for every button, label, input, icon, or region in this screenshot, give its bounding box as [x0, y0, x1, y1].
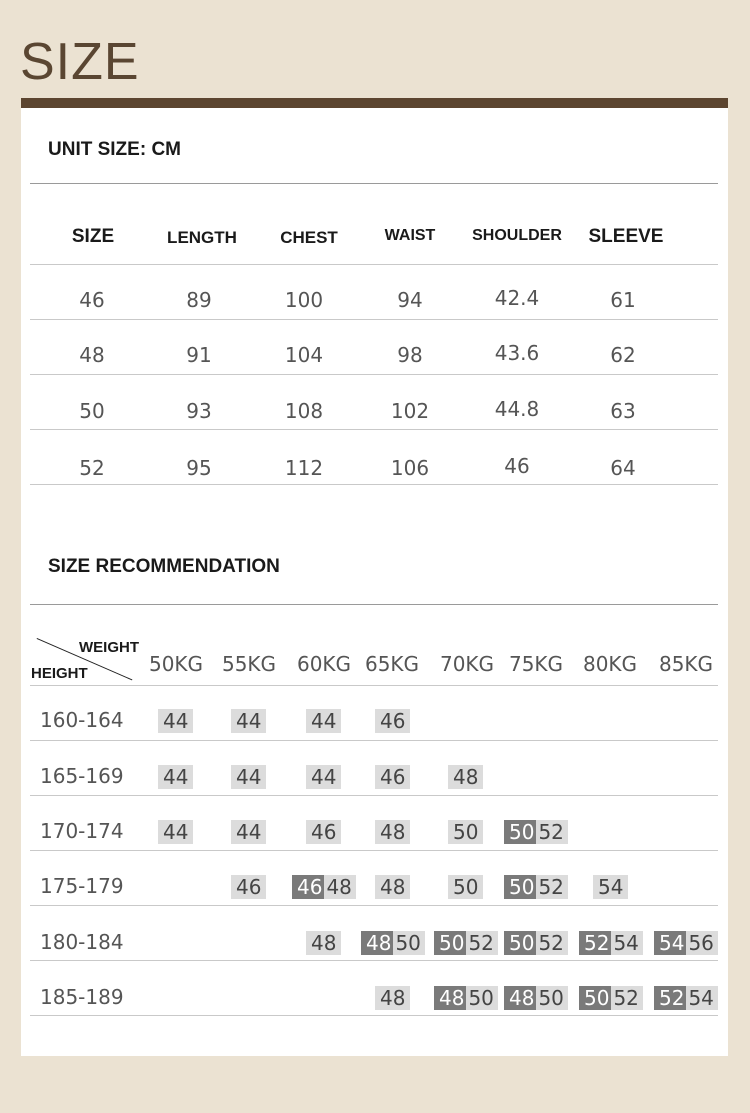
size-value: 46	[375, 709, 410, 733]
row-divider	[30, 795, 718, 796]
alternate-size: 52	[536, 931, 567, 955]
height-range-label: 165-169	[40, 764, 124, 788]
size-table-cell: 50	[79, 399, 105, 423]
size-table-cell: 98	[397, 343, 423, 367]
size-table-cell: 46	[504, 454, 530, 478]
size-table-cell: 95	[186, 456, 212, 480]
size-recommendation-cell	[306, 820, 341, 844]
primary-size: 52	[579, 931, 611, 955]
size-value: 48	[306, 931, 341, 955]
alternate-size: 54	[686, 986, 717, 1010]
size-value: 46	[306, 820, 341, 844]
page-title: SIZE	[20, 33, 140, 91]
height-range-label: 170-174	[40, 819, 124, 843]
alternate-size: 52	[466, 931, 497, 955]
size-value: 46	[231, 875, 266, 899]
size-value: 44	[306, 709, 341, 733]
size-recommendation-cell	[593, 875, 628, 899]
alternate-size: 52	[536, 875, 567, 899]
section-divider	[30, 183, 718, 184]
size-table-cell: 48	[79, 343, 105, 367]
size-table-cell: 44.8	[494, 397, 540, 421]
size-table-cell: 89	[186, 288, 212, 312]
weight-column-header: 85KG	[658, 652, 714, 676]
size-table-cell: 91	[186, 343, 212, 367]
weight-column-header: 75KG	[508, 652, 564, 676]
size-recommendation-cell	[158, 709, 193, 733]
primary-size: 48	[434, 986, 466, 1010]
size-value: 44	[231, 709, 266, 733]
size-value: 44	[306, 765, 341, 789]
size-value: 44	[158, 709, 193, 733]
size-recommendation-cell	[448, 765, 483, 789]
row-divider	[30, 685, 718, 686]
size-recommendation-cell	[292, 875, 356, 899]
size-recommendation-cell	[504, 820, 568, 844]
alternate-size: 56	[686, 931, 717, 955]
row-divider	[30, 905, 718, 906]
size-table-cell: 112	[284, 456, 324, 480]
size-recommendation-cell	[306, 931, 341, 955]
size-table-cell: 93	[186, 399, 212, 423]
size-value: 46	[375, 765, 410, 789]
size-value: 50	[448, 875, 483, 899]
size-table-cell: 63	[610, 399, 636, 423]
height-range-label: 175-179	[40, 874, 124, 898]
primary-size: 50	[504, 820, 536, 844]
size-value: 44	[231, 820, 266, 844]
size-recommendation-cell	[375, 986, 410, 1010]
primary-size: 52	[654, 986, 686, 1010]
primary-size: 48	[361, 931, 393, 955]
size-table-cell: 106	[390, 456, 430, 480]
size-table-cell: 64	[610, 456, 636, 480]
size-table-cell: 100	[284, 288, 324, 312]
size-table-cell: 43.6	[494, 341, 540, 365]
size-value: 48	[448, 765, 483, 789]
row-divider	[30, 850, 718, 851]
section-divider	[30, 604, 718, 605]
size-recommendation-cell	[375, 765, 410, 789]
size-table-header: WAIST	[384, 227, 436, 244]
size-table-cell: 104	[284, 343, 324, 367]
size-recommendation-cell	[504, 875, 568, 899]
primary-size: 50	[504, 875, 536, 899]
size-table-header: SLEEVE	[588, 226, 664, 247]
alternate-size: 52	[611, 986, 642, 1010]
size-chart-card	[21, 108, 728, 1056]
size-recommendation-cell	[231, 875, 266, 899]
size-recommendation-cell	[654, 986, 718, 1010]
unit-size-label: UNIT SIZE: CM	[48, 139, 181, 160]
size-recommendation-cell	[654, 931, 718, 955]
alternate-size: 52	[536, 820, 567, 844]
recommendation-title: SIZE RECOMMENDATION	[48, 556, 280, 577]
row-divider	[30, 484, 718, 485]
size-recommendation-cell	[504, 986, 568, 1010]
size-table-cell: 52	[79, 456, 105, 480]
size-recommendation-cell	[231, 765, 266, 789]
row-divider	[30, 1015, 718, 1016]
height-range-label: 185-189	[40, 985, 124, 1009]
size-table-cell: 62	[610, 343, 636, 367]
size-recommendation-cell	[361, 931, 425, 955]
size-value: 48	[375, 875, 410, 899]
size-table-cell: 61	[610, 288, 636, 312]
size-value: 50	[448, 820, 483, 844]
row-divider	[30, 319, 718, 320]
primary-size: 54	[654, 931, 686, 955]
size-value: 54	[593, 875, 628, 899]
weight-column-header: 70KG	[439, 652, 495, 676]
size-value: 44	[231, 765, 266, 789]
row-divider	[30, 960, 718, 961]
size-table-cell: 46	[79, 288, 105, 312]
weight-corner-label: WEIGHT	[79, 639, 139, 656]
height-range-label: 160-164	[40, 708, 124, 732]
height-range-label: 180-184	[40, 930, 124, 954]
row-divider	[30, 740, 718, 741]
primary-size: 46	[292, 875, 324, 899]
size-recommendation-cell	[231, 820, 266, 844]
weight-column-header: 65KG	[364, 652, 420, 676]
size-table-header: LENGTH	[167, 228, 237, 247]
size-recommendation-cell	[504, 931, 568, 955]
height-corner-label: HEIGHT	[31, 665, 88, 682]
size-recommendation-cell	[231, 709, 266, 733]
row-divider	[30, 264, 718, 265]
size-recommendation-cell	[306, 765, 341, 789]
alternate-size: 50	[393, 931, 424, 955]
weight-column-header: 60KG	[296, 652, 352, 676]
weight-column-header: 80KG	[582, 652, 638, 676]
size-table-cell: 102	[390, 399, 430, 423]
size-recommendation-cell	[434, 931, 498, 955]
size-recommendation-cell	[448, 875, 483, 899]
size-value: 44	[158, 765, 193, 789]
alternate-size: 50	[466, 986, 497, 1010]
row-divider	[30, 374, 718, 375]
size-table-cell: 94	[397, 288, 423, 312]
alternate-size: 50	[536, 986, 567, 1010]
size-value: 48	[375, 820, 410, 844]
alternate-size: 48	[324, 875, 355, 899]
alternate-size: 54	[611, 931, 642, 955]
size-table-cell: 42.4	[494, 286, 540, 310]
size-table-header: SIZE	[71, 226, 115, 247]
size-recommendation-cell	[579, 931, 643, 955]
row-divider	[30, 429, 718, 430]
size-value: 44	[158, 820, 193, 844]
size-table-header: CHEST	[280, 228, 338, 247]
size-recommendation-cell	[434, 986, 498, 1010]
size-recommendation-cell	[375, 820, 410, 844]
weight-column-header: 55KG	[221, 652, 277, 676]
primary-size: 50	[579, 986, 611, 1010]
weight-column-header: 50KG	[148, 652, 204, 676]
size-recommendation-cell	[448, 820, 483, 844]
primary-size: 50	[504, 931, 536, 955]
size-recommendation-cell	[158, 820, 193, 844]
size-recommendation-cell	[579, 986, 643, 1010]
size-table-cell: 108	[284, 399, 324, 423]
size-recommendation-cell	[158, 765, 193, 789]
size-recommendation-cell	[375, 709, 410, 733]
size-value: 48	[375, 986, 410, 1010]
size-recommendation-cell	[375, 875, 410, 899]
primary-size: 50	[434, 931, 466, 955]
size-table-header: SHOULDER	[472, 227, 562, 244]
size-recommendation-cell	[306, 709, 341, 733]
title-underline-bar	[21, 98, 728, 108]
primary-size: 48	[504, 986, 536, 1010]
